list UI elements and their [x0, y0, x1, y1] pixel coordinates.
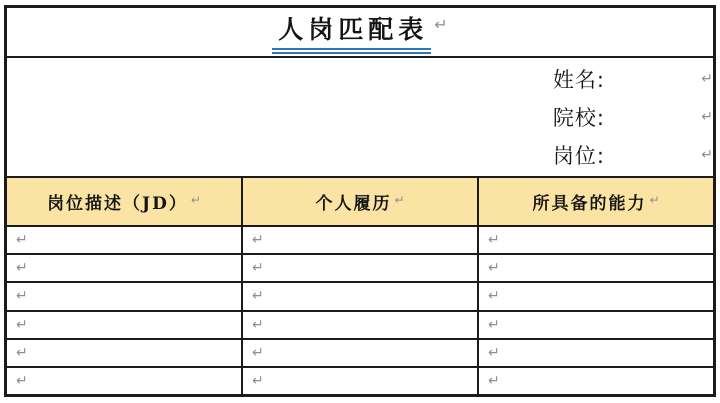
position-field-line[interactable] — [7, 136, 713, 174]
empty-cell-abilities[interactable] — [477, 368, 713, 394]
paragraph-mark-icon: ↵ — [16, 344, 28, 361]
empty-cell-abilities[interactable] — [477, 283, 713, 309]
table-row — [7, 255, 713, 283]
empty-cell-resume[interactable] — [241, 283, 477, 309]
paragraph-mark-icon: ↵ — [16, 316, 28, 333]
table-row — [7, 312, 713, 340]
paragraph-mark-icon: ↵ — [16, 260, 28, 277]
empty-cell-resume[interactable] — [241, 227, 477, 253]
paragraph-mark-icon: ↵ — [252, 372, 264, 389]
header-cell-job-description[interactable] — [7, 178, 241, 225]
empty-cell-resume[interactable] — [241, 340, 477, 366]
header-label-jd: 岗位描述（JD） — [47, 194, 188, 214]
header-label-resume: 个人履历 — [315, 194, 392, 214]
header-label-abilities: 所具备的能力 — [532, 194, 647, 214]
name-field-line[interactable] — [7, 60, 713, 98]
table-row — [7, 283, 713, 311]
paragraph-mark-icon: ↵ — [488, 260, 500, 277]
table-row — [7, 368, 713, 394]
paragraph-mark-icon: ↵ — [488, 344, 500, 361]
line-break-icon: ↵ — [701, 147, 713, 163]
table-title: 人岗匹配表 — [272, 10, 431, 54]
paragraph-mark-icon: ↵ — [190, 192, 201, 207]
empty-cell-abilities[interactable] — [477, 340, 713, 366]
paragraph-mark-icon: ↵ — [252, 288, 264, 305]
empty-cell-resume[interactable] — [241, 368, 477, 394]
line-break-icon: ↵ — [701, 71, 713, 87]
empty-cell-jd[interactable] — [7, 340, 241, 366]
paragraph-mark-icon: ↵ — [16, 372, 28, 389]
line-break-icon: ↵ — [701, 109, 713, 125]
table-row — [7, 340, 713, 368]
empty-cell-resume[interactable] — [241, 312, 477, 338]
paragraph-mark-icon: ↵ — [252, 316, 264, 333]
empty-cell-jd[interactable] — [7, 312, 241, 338]
paragraph-mark-icon: ↵ — [488, 232, 500, 249]
paragraph-mark-icon: ↵ — [488, 372, 500, 389]
header-cell-personal-resume[interactable] — [241, 178, 477, 225]
empty-cell-abilities[interactable] — [477, 227, 713, 253]
paragraph-mark-icon: ↵ — [488, 288, 500, 305]
title-row — [7, 8, 713, 58]
paragraph-mark-icon: ↵ — [16, 232, 28, 249]
table-header-row — [7, 178, 713, 227]
header-cell-abilities[interactable] — [477, 178, 713, 225]
school-label: 院校: — [552, 106, 605, 130]
empty-cell-jd[interactable] — [7, 368, 241, 394]
info-row — [7, 58, 713, 178]
empty-cell-resume[interactable] — [241, 255, 477, 281]
paragraph-mark-icon: ↵ — [488, 316, 500, 333]
position-label: 岗位: — [552, 144, 605, 168]
person-post-match-table — [4, 5, 716, 397]
empty-cell-abilities[interactable] — [477, 312, 713, 338]
empty-cell-jd[interactable] — [7, 255, 241, 281]
paragraph-mark-icon: ↵ — [16, 288, 28, 305]
paragraph-mark-icon: ↵ — [252, 260, 264, 277]
empty-cell-jd[interactable] — [7, 227, 241, 253]
paragraph-mark-icon: ↵ — [252, 344, 264, 361]
paragraph-mark-icon: ↵ — [434, 14, 448, 34]
school-field-line[interactable] — [7, 98, 713, 136]
empty-cell-abilities[interactable] — [477, 255, 713, 281]
table-row — [7, 227, 713, 255]
paragraph-mark-icon: ↵ — [252, 232, 264, 249]
paragraph-mark-icon: ↵ — [649, 192, 660, 207]
name-label: 姓名: — [552, 68, 605, 92]
paragraph-mark-icon: ↵ — [394, 192, 405, 207]
empty-cell-jd[interactable] — [7, 283, 241, 309]
